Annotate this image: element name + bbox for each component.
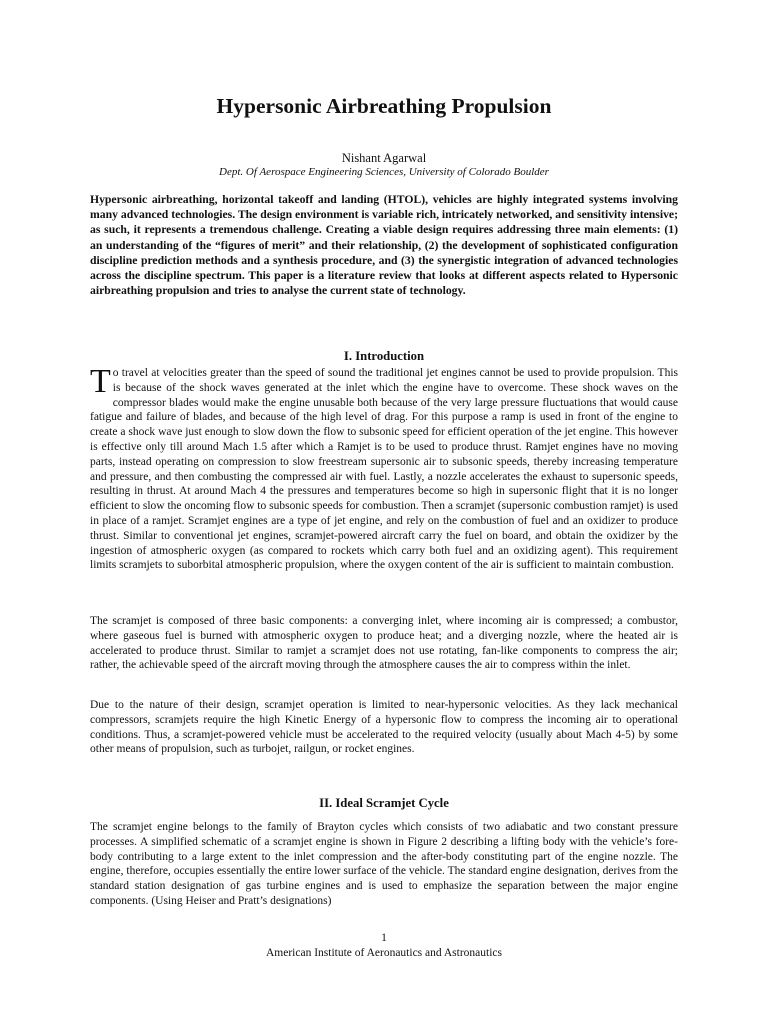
- introduction-paragraph-2: The scramjet is composed of three basic components: a converging inlet, where incoming air is compressed; a combustor, where gaseous fuel is burned with atmospheric oxygen to produce heat; and a diverging nozzle, where the heated air is accelerated to produce thrust. Similar to ramjet a scramjet does not use rotating, fan-like components to compress the air; rather, the achievable speed of the aircraft moving through the atmosphere causes the air to compress within the inlet.: [90, 615, 678, 672]
- author-name: Nishant Agarwal: [341, 151, 427, 165]
- introduction-paragraph-1: [90, 363, 678, 573]
- page-number: 1: [381, 932, 387, 944]
- abstract: Hypersonic airbreathing, horizontal takeoff and landing (HTOL), vehicles are highly integrated systems involving many advanced technologies. The design environment is variable rich, intricately networked, and sensitivity intensive; as such, it represents a tremendous challenge. Creating a viable design requires addressing three main elements: (1) an understanding of the “figures of merit” and their relationship, (2) the development of sophisticated configuration discipline prediction methods and a synthesis procedure, and (3) the synergistic integration of advanced technologies across the discipline spectrum. This paper is a literature review that looks at different aspects related to Hypersonic airbreathing propulsion and tries to analyse the current state of technology.: [90, 193, 678, 298]
- section-heading-introduction: I. Introduction: [343, 349, 425, 363]
- footer-organization: American Institute of Aeronautics and Astronautics: [265, 947, 502, 959]
- scramjet-cycle-paragraph-1: The scramjet engine belongs to the family of Brayton cycles which consists of two adiabatic and two constant pressure processes. A simplified schematic of a scramjet engine is shown in Figure 2 describing a lifting body with the vehicle’s fore-body contributing to a large extent to the inlet compression and the after-body constituting part of the engine nozzle. The engine, therefore, occupies essentially the entire lower surface of the vehicle. The standard engine designation, derives from the standard station designation of gas turbine engines and is used to emphasize the separation between the major engine components. (Using Heiser and Pratt’s designations): [90, 821, 678, 907]
- author-affiliation: Dept. Of Aerospace Engineering Sciences, University of Colorado Boulder: [219, 166, 549, 178]
- drop-cap: T: [90, 363, 111, 400]
- section-heading-ideal-scramjet-cycle: II. Ideal Scramjet Cycle: [319, 796, 449, 810]
- introduction-paragraph-1-text: o travel at velocities greater than the speed of sound the traditional jet engines cannot be used to provide propulsion. This is because of the shock waves generated at the inlet which the engine have to overcome. These shock waves on the compressor blades would make the engine unusable both because of the very large pressure fluctuations that would cause fatigue and failure of blades, and because of the high level of drag. For this purpose a ramp is used in front of the engine to create a shock wave just enough to slow down the flow to subsonic speed for efficient operation of the jet engine. This however is effective only till around Mach 1.5 after which a Ramjet is to be used to produce thrust. Ramjet engines have no moving parts, instead operating on compression to slow freestream supersonic air to subsonic speeds, thereby increasing temperature and pressure, and then combusting the compressed air with fuel. Lastly, a nozzle accelerates the exhaust to supersonic speeds, resulting in thrust. At around Mach 4 the pressures and temperatures become so high in supersonic flight that it is no longer efficient to slow the oncoming flow to subsonic speeds for combustion. Then a scramjet (supersonic combustion ramjet) is used in place of a ramjet. Scramjet engines are a type of jet engine, and rely on the combustion of fuel and an oxidizer to produce thrust. Similar to conventional jet engines, scramjet-powered aircraft carry the fuel on board, and obtain the oxidizer by the ingestion of atmospheric oxygen (as compared to rockets which carry both fuel and an oxidizing agent). This requirement limits scramjets to suborbital atmospheric propulsion, where the oxygen content of the air is sufficient to maintain combustion.: [90, 367, 678, 572]
- paper-title: Hypersonic Airbreathing Propulsion: [216, 94, 552, 118]
- introduction-paragraph-3: Due to the nature of their design, scramjet operation is limited to near-hypersonic velocities. As they lack mechanical compressors, scramjets require the high Kinetic Energy of a hypersonic flow to compress the incoming air to operational conditions. Thus, a scramjet-powered vehicle must be accelerated to the required velocity (usually about Mach 4-5) by some other means of propulsion, such as turbojet, railgun, or rocket engines.: [90, 699, 678, 756]
